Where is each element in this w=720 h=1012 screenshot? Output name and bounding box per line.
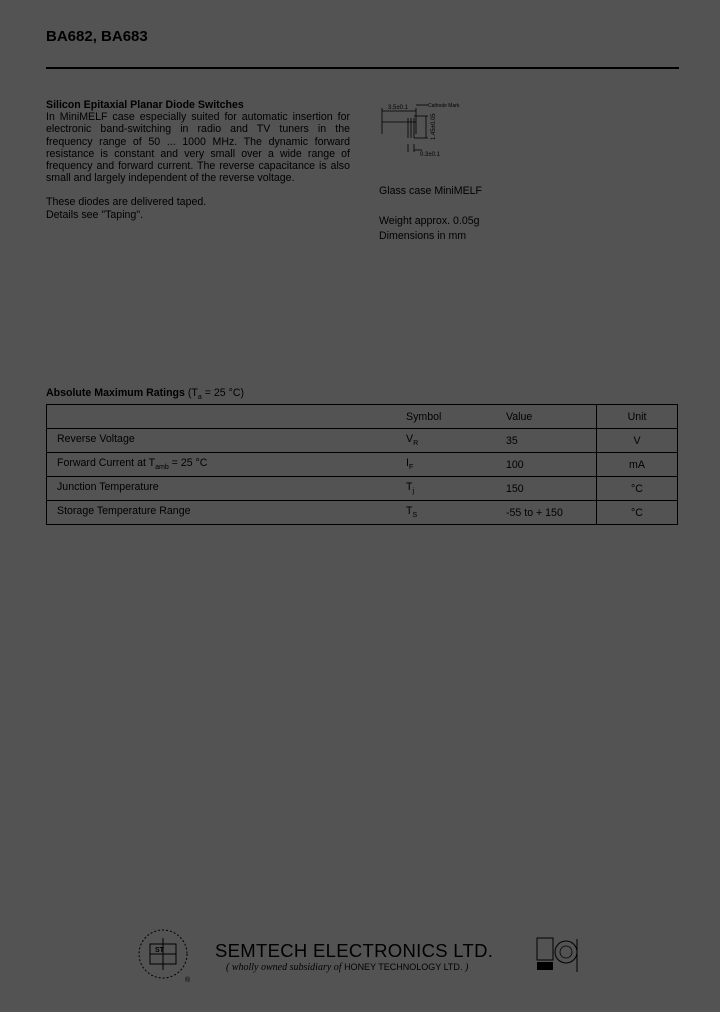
param-cell: Reverse Voltage xyxy=(47,429,397,453)
cathode-mark-label: Cathode Mark xyxy=(428,103,460,109)
value-cell: 150 xyxy=(496,477,597,501)
table-row xyxy=(47,477,678,501)
title-divider xyxy=(46,67,679,69)
dim-diameter-label: 1.45±0.05 xyxy=(431,113,437,140)
value-cell: -55 to + 150 xyxy=(496,501,597,525)
table-row xyxy=(47,429,678,453)
logo-mark-text: ST xyxy=(155,947,164,954)
page-title: BA682, BA683 xyxy=(46,28,148,45)
weight-label: Weight approx. 0.05g xyxy=(379,215,480,227)
symbol-cell: $V_R$ xyxy=(396,429,496,453)
symbol-cell: $T_S$ xyxy=(396,501,496,525)
semtech-logo-icon xyxy=(135,926,195,986)
header-value: Value xyxy=(496,405,597,429)
header-unit: Unit xyxy=(597,405,678,429)
value-cell: 100 xyxy=(496,453,597,477)
unit-cell: °C xyxy=(597,477,678,501)
delivery-note: These diodes are delivered taped. xyxy=(46,196,207,209)
case-label: Glass case MiniMELF xyxy=(379,185,483,197)
absolute-maximum-ratings-table xyxy=(46,404,678,525)
symbol-cell: $I_F$ xyxy=(396,453,496,477)
description-heading: Silicon Epitaxial Planar Diode Switches xyxy=(46,99,244,111)
dim-length-label: 3.5±0.1 xyxy=(388,105,408,111)
param-cell: Junction Temperature xyxy=(47,477,397,501)
minimelf-outline-drawing xyxy=(378,100,468,158)
description-paragraph: In MiniMELF case especially suited for automatic insertion for electronic band-switching in radio and TV tuners in the frequency range of 50 ... 1000 MHz. The dynamic forward resistance is constant and very small over a wide range of frequency and forward current. The reverse capacitance is also small and largely independent of the reverse voltage. xyxy=(46,111,350,185)
value-cell: 35 xyxy=(496,429,597,453)
dimensions-unit-label: Dimensions in mm xyxy=(379,230,467,242)
certification-seal-icon xyxy=(535,936,580,976)
dim-lead-label: 0.3±0.1 xyxy=(420,152,440,158)
registered-mark: ® xyxy=(185,977,191,984)
description-block xyxy=(46,99,350,221)
unit-cell: V xyxy=(597,429,678,453)
table-header-row xyxy=(47,405,678,429)
table-row xyxy=(47,453,678,477)
unit-cell: mA xyxy=(597,453,678,477)
param-cell: Forward Current at $T_{amb} = 25$ °C xyxy=(47,453,397,477)
taping-note: Details see "Taping". xyxy=(46,208,144,221)
param-cell: Storage Temperature Range xyxy=(47,501,397,525)
company-name: SEMTECH ELECTRONICS LTD. xyxy=(215,940,494,961)
table-row xyxy=(47,501,678,525)
unit-cell: °C xyxy=(597,501,678,525)
symbol-cell: $T_j$ xyxy=(396,477,496,501)
header-symbol: Symbol xyxy=(396,405,496,429)
ratings-condition: ($T_a = 25$ °C) xyxy=(187,387,244,402)
ratings-heading xyxy=(46,387,244,401)
ratings-title: Absolute Maximum Ratings xyxy=(46,387,185,399)
subsidiary-line: ( wholly owned subsidiary of HONEY TECHNOLOGY LTD. ) xyxy=(226,962,469,973)
header-parameter xyxy=(47,405,397,429)
